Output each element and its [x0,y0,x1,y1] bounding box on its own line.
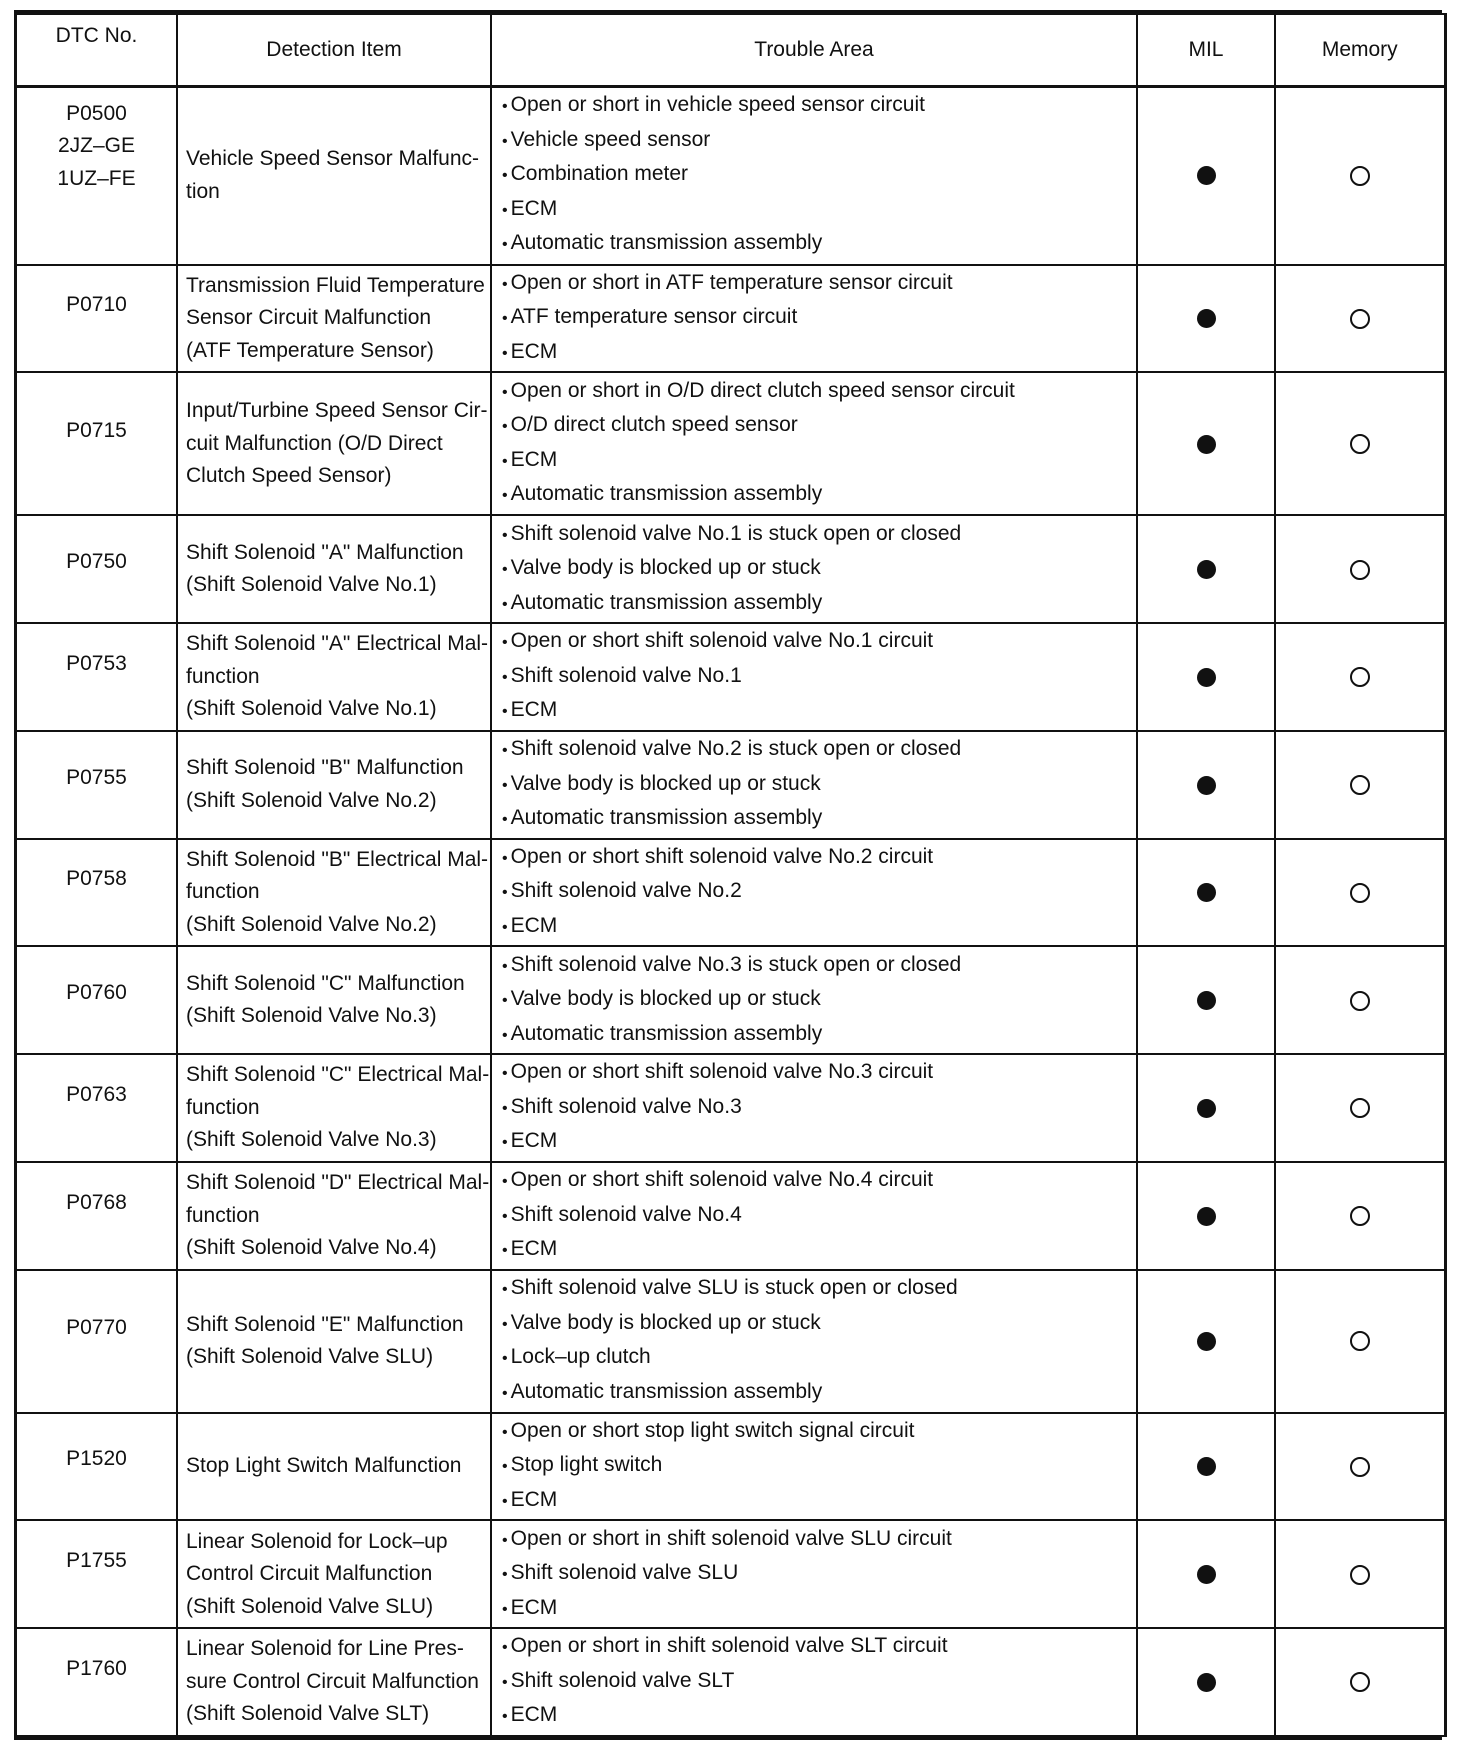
detection-item-line: Clutch Speed Sensor) [186,464,392,488]
detection-item-line: (Shift Solenoid Valve SLT) [186,1702,430,1726]
table-row [17,1628,1445,1736]
filled-circle-icon [1197,309,1216,328]
memory-cell [1275,86,1445,265]
filled-circle-icon [1197,883,1216,902]
detection-item-line: Shift Solenoid "A" Electrical Mal- [186,632,489,656]
table-row [17,839,1445,947]
dtc-code-cell [17,731,177,839]
table-row [17,1413,1445,1521]
trouble-area-item: • Open or short shift solenoid valve No.3 circuit [502,1056,1136,1091]
trouble-area-item: • Valve body is blocked up or stuck [502,552,1136,587]
mil-cell [1137,1413,1275,1521]
trouble-area-item: • Shift solenoid valve No.2 [502,875,1136,910]
dtc-code-cell [17,372,177,515]
trouble-area-item: • Shift solenoid valve No.1 [502,660,1136,695]
trouble-area-item: • ECM [502,910,1136,945]
trouble-area-item: • Automatic transmission assembly [502,1018,1136,1053]
trouble-area-item: • ECM [502,1592,1136,1627]
filled-circle-icon [1197,166,1216,185]
detection-item-cell [177,86,491,265]
dtc-code: P1520 [66,1447,127,1471]
dtc-code-cell [17,1162,177,1270]
table-body [17,86,1445,1736]
filled-circle-icon [1197,776,1216,795]
table-row [17,1162,1445,1270]
hollow-circle-icon [1350,1206,1370,1226]
mil-cell [1137,265,1275,373]
trouble-area-item: • ECM [502,1699,1136,1734]
detection-item-cell [177,1270,491,1413]
detection-item-line: Stop Light Switch Malfunction [186,1454,462,1478]
memory-cell [1275,731,1445,839]
dtc-code: P0760 [66,981,127,1005]
detection-item-line: Shift Solenoid "C" Electrical Mal- [186,1063,490,1087]
trouble-area-item: • Open or short in vehicle speed sensor circuit [502,89,1136,124]
detection-item-line: Shift Solenoid "C" Malfunction [186,971,465,995]
detection-item-line: function [186,1095,260,1119]
mil-cell [1137,1628,1275,1736]
mil-cell [1137,515,1275,623]
filled-circle-icon [1197,1207,1216,1226]
dtc-code-cell [17,1520,177,1628]
trouble-area-item: • ECM [502,193,1136,228]
dtc-code: 2JZ–GE [57,134,136,157]
memory-cell [1275,1162,1445,1270]
hollow-circle-icon [1350,667,1370,687]
filled-circle-icon [1197,1565,1216,1584]
detection-item-line: (Shift Solenoid Valve SLU) [186,1594,434,1618]
hollow-circle-icon [1350,309,1370,329]
trouble-area-item: • Open or short shift solenoid valve No.1 circuit [502,625,1136,660]
detection-item-line: Linear Solenoid for Lock–up [186,1529,448,1553]
detection-item-line: Input/Turbine Speed Sensor Cir- [186,399,488,423]
trouble-area-item: • Open or short shift solenoid valve No.2 circuit [502,841,1136,876]
detection-item-line: cuit Malfunction (O/D Direct [186,431,443,455]
detection-item-line: Shift Solenoid "D" Electrical Mal- [186,1171,490,1195]
trouble-area-item: • Open or short shift solenoid valve No.4 circuit [502,1164,1136,1199]
trouble-area-item: • Shift solenoid valve SLU [502,1557,1136,1592]
mil-cell [1137,1162,1275,1270]
memory-cell [1275,1520,1445,1628]
header-dtc-no: DTC No. [17,14,177,86]
mil-cell [1137,372,1275,515]
detection-item-cell [177,372,491,515]
detection-item-line: (Shift Solenoid Valve SLU) [186,1345,434,1369]
trouble-area-item: • ECM [502,1233,1136,1268]
mil-cell [1137,1270,1275,1413]
dtc-code-cell [17,265,177,373]
header-memory: Memory [1275,14,1445,86]
mil-cell [1137,839,1275,947]
memory-cell [1275,372,1445,515]
trouble-area-item: • Shift solenoid valve No.4 [502,1199,1136,1234]
table-row [17,1270,1445,1413]
header-mil: MIL [1137,14,1275,86]
dtc-code: P0715 [66,418,127,442]
dtc-code-cell [17,1054,177,1162]
dtc-code-cell [17,839,177,947]
trouble-area-item: • ECM [502,444,1136,479]
hollow-circle-icon [1350,166,1370,186]
hollow-circle-icon [1350,883,1370,903]
trouble-area-item: • Shift solenoid valve No.1 is stuck open or closed [502,518,1136,553]
filled-circle-icon [1197,435,1216,454]
header-detection-item: Detection Item [177,14,491,86]
trouble-area-item: • Shift solenoid valve No.3 is stuck open or closed [502,949,1136,984]
table-row [17,623,1445,731]
trouble-area-item: • ECM [502,694,1136,729]
detection-item-cell [177,731,491,839]
table-row [17,946,1445,1054]
trouble-area-item: • Shift solenoid valve SLU is stuck open or closed [502,1272,1136,1307]
detection-item-line: Shift Solenoid "E" Malfunction [186,1312,464,1336]
dtc-code: P1755 [66,1549,127,1573]
detection-item-line: Control Circuit Malfunction [186,1562,433,1586]
table-row [17,731,1445,839]
memory-cell [1275,1270,1445,1413]
detection-item-line: Vehicle Speed Sensor Malfunc- [186,147,480,171]
filled-circle-icon [1197,1673,1216,1692]
trouble-area-cell [491,623,1137,731]
detection-item-line: function [186,880,260,904]
detection-item-line: (Shift Solenoid Valve No.1) [186,697,437,721]
dtc-code: P0763 [66,1082,127,1106]
dtc-code-cell [17,515,177,623]
memory-cell [1275,1413,1445,1521]
dtc-code-cell [17,623,177,731]
trouble-area-item: • Automatic transmission assembly [502,802,1136,837]
detection-item-line: Shift Solenoid "B" Malfunction [186,756,464,780]
mil-cell [1137,731,1275,839]
detection-item-cell [177,623,491,731]
trouble-area-cell [491,265,1137,373]
table-row [17,1520,1445,1628]
trouble-area-item: • ECM [502,1484,1136,1519]
memory-cell [1275,1628,1445,1736]
dtc-code-cell [17,946,177,1054]
trouble-area-item: • Open or short in O/D direct clutch speed sensor circuit [502,375,1136,410]
detection-item-line: (ATF Temperature Sensor) [186,338,434,362]
trouble-area-item: • Shift solenoid valve No.3 [502,1091,1136,1126]
filled-circle-icon [1197,1457,1216,1476]
hollow-circle-icon [1350,775,1370,795]
trouble-area-item: • Automatic transmission assembly [502,1376,1136,1411]
dtc-code-cell [17,1628,177,1736]
dtc-code: P0755 [66,765,127,789]
mil-cell [1137,1054,1275,1162]
detection-item-cell [177,946,491,1054]
detection-item-line: (Shift Solenoid Valve No.3) [186,1128,437,1152]
detection-item-line: Linear Solenoid for Line Pres- [186,1637,464,1661]
trouble-area-cell [491,372,1137,515]
detection-item-line: function [186,1203,260,1227]
table-row [17,265,1445,373]
trouble-area-cell [491,731,1137,839]
trouble-area-item: • Open or short in shift solenoid valve SLU circuit [502,1523,1136,1558]
trouble-area-cell [491,1520,1137,1628]
hollow-circle-icon [1350,434,1370,454]
trouble-area-cell [491,839,1137,947]
detection-item-cell [177,839,491,947]
dtc-code-cell [17,1270,177,1413]
detection-item-line: Sensor Circuit Malfunction [186,306,432,330]
mil-cell [1137,1520,1275,1628]
trouble-area-cell [491,946,1137,1054]
detection-item-cell [177,265,491,373]
trouble-area-cell [491,1270,1137,1413]
hollow-circle-icon [1350,1331,1370,1351]
filled-circle-icon [1197,1099,1216,1118]
dtc-code: P0500 [66,101,127,125]
detection-item-cell [177,1162,491,1270]
trouble-area-item: • Open or short stop light switch signal circuit [502,1415,1136,1450]
trouble-area-item: • Stop light switch [502,1449,1136,1484]
trouble-area-item: • Combination meter [502,158,1136,193]
detection-item-cell [177,515,491,623]
table-row [17,515,1445,623]
hollow-circle-icon [1350,1565,1370,1585]
trouble-area-cell [491,1628,1137,1736]
hollow-circle-icon [1350,560,1370,580]
filled-circle-icon [1197,991,1216,1010]
trouble-area-item: • Automatic transmission assembly [502,227,1136,262]
trouble-area-item: • ECM [502,336,1136,371]
detection-item-cell [177,1628,491,1736]
dtc-code: P0758 [66,867,127,891]
hollow-circle-icon [1350,991,1370,1011]
dtc-code: P0768 [66,1190,127,1214]
hollow-circle-icon [1350,1457,1370,1477]
hollow-circle-icon [1350,1098,1370,1118]
trouble-area-item: • O/D direct clutch speed sensor [502,409,1136,444]
trouble-area-item: • Vehicle speed sensor [502,124,1136,159]
hollow-circle-icon [1350,1672,1370,1692]
detection-item-cell [177,1054,491,1162]
mil-cell [1137,623,1275,731]
detection-item-line: Shift Solenoid "A" Malfunction [186,540,464,564]
trouble-area-cell [491,1054,1137,1162]
trouble-area-item: • Automatic transmission assembly [502,478,1136,513]
dtc-code: P0770 [66,1315,127,1339]
trouble-area-item: • ATF temperature sensor circuit [502,301,1136,336]
detection-item-line: (Shift Solenoid Valve No.2) [186,788,437,812]
trouble-area-item: • Automatic transmission assembly [502,587,1136,622]
detection-item-line: (Shift Solenoid Valve No.2) [186,912,437,936]
memory-cell [1275,839,1445,947]
detection-item-line: (Shift Solenoid Valve No.1) [186,573,437,597]
detection-item-cell [177,1413,491,1521]
mil-cell [1137,946,1275,1054]
table-row [17,372,1445,515]
trouble-area-cell [491,86,1137,265]
trouble-area-item: • Shift solenoid valve No.2 is stuck open or closed [502,733,1136,768]
detection-item-cell [177,1520,491,1628]
dtc-code: P0753 [66,651,127,675]
dtc-code-cell [17,1413,177,1521]
dtc-code: P0710 [66,293,127,317]
dtc-code: 1UZ–FE [57,166,136,190]
detection-item-line: sure Control Circuit Malfunction [186,1669,479,1693]
memory-cell [1275,946,1445,1054]
table-row [17,1054,1445,1162]
memory-cell [1275,515,1445,623]
detection-item-line: function [186,664,260,688]
mil-cell [1137,86,1275,265]
dtc-table-sheet [14,10,1442,1740]
detection-item-line: Shift Solenoid "B" Electrical Mal- [186,847,489,871]
filled-circle-icon [1197,1332,1216,1351]
trouble-area-item: • Shift solenoid valve SLT [502,1665,1136,1700]
dtc-code-cell [17,86,177,265]
memory-cell [1275,1054,1445,1162]
trouble-area-item: • Open or short in ATF temperature sensor circuit [502,267,1136,302]
memory-cell [1275,265,1445,373]
dtc-code: P0750 [66,550,127,574]
trouble-area-item: • Valve body is blocked up or stuck [502,1307,1136,1342]
trouble-area-cell [491,515,1137,623]
trouble-area-item: • ECM [502,1125,1136,1160]
dtc-table [17,13,1447,1737]
detection-item-line: (Shift Solenoid Valve No.3) [186,1004,437,1028]
filled-circle-icon [1197,560,1216,579]
trouble-area-item: • Open or short in shift solenoid valve SLT circuit [502,1630,1136,1665]
memory-cell [1275,623,1445,731]
filled-circle-icon [1197,668,1216,687]
trouble-area-cell [491,1162,1137,1270]
trouble-area-item: • Lock–up clutch [502,1341,1136,1376]
detection-item-line: Transmission Fluid Temperature [186,273,485,297]
header-trouble-area: Trouble Area [491,14,1137,86]
detection-item-line: tion [186,179,220,203]
trouble-area-item: • Valve body is blocked up or stuck [502,768,1136,803]
table-header-row [17,14,1445,86]
trouble-area-item: • Valve body is blocked up or stuck [502,983,1136,1018]
trouble-area-cell [491,1413,1137,1521]
detection-item-line: (Shift Solenoid Valve No.4) [186,1236,437,1260]
table-row [17,86,1445,265]
dtc-code: P1760 [66,1656,127,1680]
